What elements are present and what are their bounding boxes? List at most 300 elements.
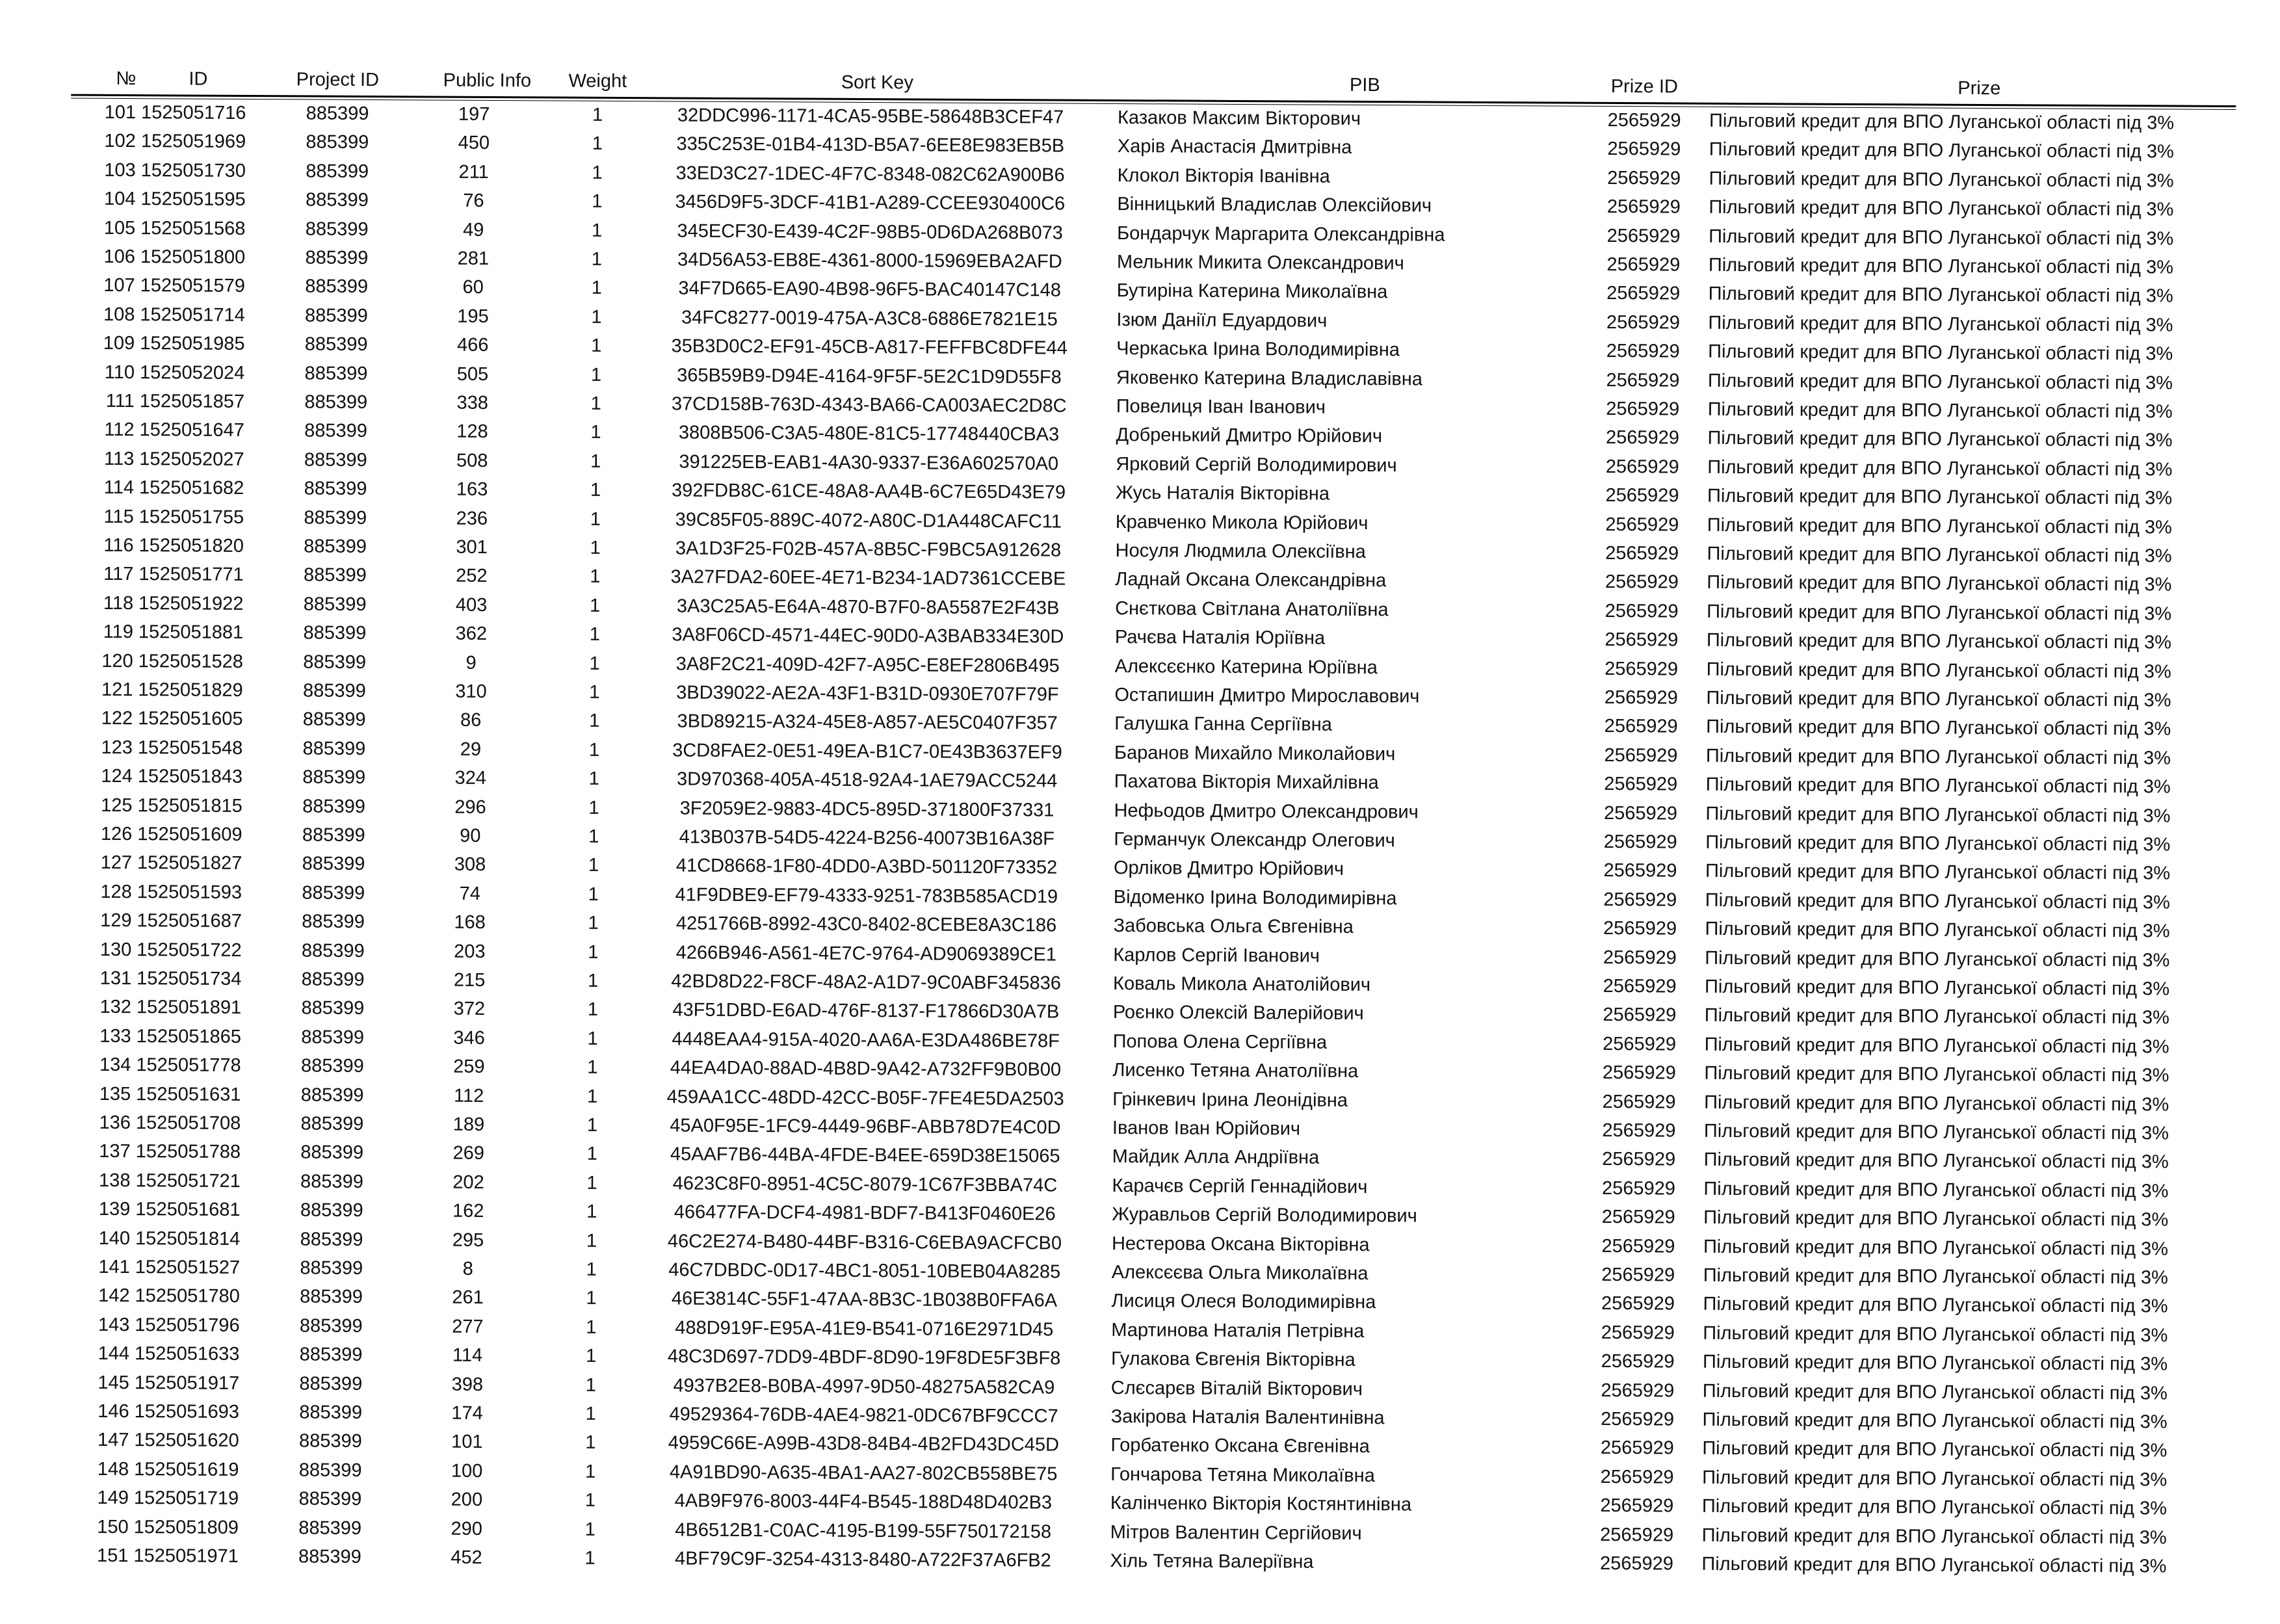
cell-prize: Пільговий кредит для ВПО Луганської області під 3% — [1707, 370, 2173, 394]
cell-no: 143 — [98, 1314, 130, 1335]
cell-no: 149 — [97, 1487, 129, 1509]
cell-public-info: 168 — [454, 911, 486, 934]
cell-prize: Пільговий кредит для ВПО Луганської області під 3% — [1707, 601, 2172, 625]
cell-id: 1525051780 — [135, 1285, 240, 1307]
cell-prize-id: 2565929 — [1603, 831, 1677, 853]
cell-prize: Пільговий кредит для ВПО Луганської області під 3% — [1703, 1236, 2169, 1260]
cell-public-info: 281 — [457, 248, 490, 269]
cell-prize-id: 2565929 — [1606, 341, 1680, 362]
cell-id: 1525051971 — [133, 1545, 239, 1567]
cell-weight: 1 — [590, 364, 602, 386]
cell-weight: 1 — [585, 1403, 596, 1424]
cell-pib: Закірова Наталія Валентинівна — [1110, 1406, 1385, 1429]
cell-id: 1525051681 — [135, 1199, 241, 1221]
cell-no: 148 — [97, 1458, 129, 1480]
cell-pib: Вінницький Владислав Олексійович — [1117, 194, 1432, 216]
cell-no: 151 — [96, 1545, 129, 1567]
cell-project-id: 885399 — [300, 1257, 363, 1279]
cell-id: 1525051891 — [136, 997, 242, 1019]
cell-sort-key: 3BD89215-A324-45E8-A857-AE5C0407F357 — [677, 711, 1058, 734]
cell-prize-id: 2565929 — [1601, 1322, 1675, 1344]
cell-no: 116 — [103, 534, 134, 557]
cell-prize: Пільговий кредит для ВПО Луганської області під 3% — [1702, 1380, 2168, 1404]
cell-no: 115 — [103, 506, 134, 527]
cell-no: 144 — [98, 1343, 130, 1365]
cell-no: 104 — [103, 189, 136, 210]
cell-pib: Попова Олена Сергіївна — [1112, 1030, 1328, 1053]
cell-id: 1525051829 — [138, 679, 243, 701]
cell-sort-key: 33ED3C27-1DEC-4F7C-8348-082C62A900B6 — [675, 163, 1065, 186]
cell-public-info: 189 — [452, 1114, 485, 1135]
cell-sort-key: 345ECF30-E439-4C2F-98B5-0D6DA268B073 — [677, 220, 1063, 244]
cell-project-id: 885399 — [299, 1315, 363, 1337]
cell-id: 1525051814 — [135, 1227, 241, 1250]
cell-prize-id: 2565929 — [1606, 398, 1680, 420]
cell-weight: 1 — [586, 1259, 597, 1280]
cell-public-info: 211 — [458, 161, 489, 183]
cell-weight: 1 — [592, 190, 603, 213]
cell-sort-key: 4A91BD90-A635-4BA1-AA27-802CB558BE75 — [669, 1461, 1058, 1485]
cell-pib: Пахатова Вікторія Михайлівна — [1114, 771, 1379, 794]
cell-id: 1525051827 — [137, 852, 242, 874]
cell-no: 107 — [103, 275, 135, 296]
cell-prize-id: 2565929 — [1602, 1120, 1676, 1142]
cell-pib: Остапишин Дмитро Мирославович — [1114, 684, 1420, 707]
cell-weight: 1 — [589, 595, 601, 616]
cell-weight: 1 — [585, 1374, 597, 1396]
cell-prize: Пільговий кредит для ВПО Луганської області під 3% — [1707, 485, 2173, 509]
cell-pib: Жусь Наталія Вікторівна — [1115, 482, 1330, 504]
cell-weight: 1 — [584, 1489, 596, 1512]
cell-sort-key: 39C85F05-889C-4072-A80C-D1A448CAFC11 — [675, 509, 1062, 532]
cell-sort-key: 34FC8277-0019-475A-A3C8-6886E7821E15 — [681, 307, 1058, 330]
cell-id: 1525051865 — [136, 1025, 242, 1047]
cell-pib: Добренький Дмитро Юрійович — [1116, 425, 1383, 447]
cell-id: 1525051527 — [135, 1257, 241, 1278]
cell-pib: Забовська Ольга Євгенівна — [1113, 915, 1354, 938]
cell-project-id: 885399 — [300, 1171, 363, 1192]
cell-prize-id: 2565929 — [1603, 889, 1677, 911]
cell-project-id: 885399 — [301, 969, 365, 990]
cell-id: 1525051796 — [135, 1314, 240, 1336]
cell-pib: Хіль Тетяна Валеріївна — [1110, 1550, 1314, 1573]
cell-pib: Орліков Дмитро Юрійович — [1113, 858, 1344, 880]
cell-id: 1525051800 — [140, 246, 246, 268]
cell-prize-id: 2565929 — [1602, 1062, 1676, 1084]
cell-prize: Пільговий кредит для ВПО Луганської області під 3% — [1706, 687, 2171, 711]
cell-prize-id: 2565929 — [1601, 1380, 1675, 1402]
cell-prize: Пільговий кредит для ВПО Луганської області під 3% — [1708, 341, 2173, 365]
cell-weight: 1 — [587, 1028, 598, 1049]
cell-id: 1525051755 — [138, 506, 244, 528]
cell-no: 142 — [98, 1285, 130, 1307]
cell-prize-id: 2565929 — [1605, 629, 1679, 651]
cell-prize-id: 2565929 — [1601, 1351, 1675, 1372]
cell-pib: Мартинова Наталія Петрівна — [1111, 1319, 1365, 1342]
cell-public-info: 203 — [454, 941, 486, 962]
cell-sort-key: 488D919F-E95A-41E9-B541-0716E2971D45 — [675, 1317, 1054, 1341]
cell-no: 137 — [99, 1141, 131, 1162]
cell-sort-key: 32DDC996-1171-4CA5-95BE-58648B3CEF47 — [677, 105, 1064, 128]
cell-sort-key: 459AA1CC-48DD-42CC-B05F-7FE4E5DA2503 — [666, 1086, 1064, 1110]
cell-no: 147 — [97, 1430, 129, 1451]
cell-project-id: 885399 — [302, 680, 366, 701]
cell-sort-key: 3A1D3F25-F02B-457A-8B5C-F9BC5A912628 — [675, 538, 1062, 561]
cell-public-info: 308 — [454, 854, 486, 876]
cell-no: 109 — [103, 333, 135, 354]
cell-public-info: 162 — [452, 1200, 484, 1222]
cell-public-info: 261 — [452, 1287, 484, 1309]
cell-public-info: 202 — [452, 1172, 484, 1193]
cell-project-id: 885399 — [298, 1430, 362, 1452]
cell-sort-key: 3D970368-405A-4518-92A4-1AE79ACC5244 — [677, 768, 1058, 792]
cell-public-info: 101 — [451, 1432, 483, 1453]
cell-pib: Повелиця Іван Іванович — [1116, 395, 1326, 418]
cell-pib: Харів Анастасія Дмитрівна — [1117, 136, 1352, 159]
cell-pib: Карлов Сергій Іванович — [1113, 944, 1320, 967]
cell-public-info: 310 — [455, 681, 487, 702]
cell-project-id: 885399 — [300, 1084, 364, 1106]
cell-prize: Пільговий кредит для ВПО Луганської області під 3% — [1703, 1207, 2169, 1231]
cell-public-info: 296 — [454, 796, 486, 818]
cell-id: 1525052024 — [139, 361, 245, 384]
cell-id: 1525051771 — [138, 564, 244, 586]
cell-no: 114 — [103, 477, 135, 499]
cell-project-id: 885399 — [306, 103, 369, 124]
cell-id: 1525051620 — [134, 1430, 239, 1452]
cell-project-id: 885399 — [304, 363, 368, 384]
cell-project-id: 885399 — [306, 131, 369, 153]
cell-pib: Рачєва Наталія Юріївна — [1114, 627, 1326, 649]
header-prize-id: Prize ID — [1610, 75, 1678, 98]
header-no: № — [116, 68, 137, 90]
cell-weight: 1 — [587, 1056, 598, 1079]
cell-id: 1525051778 — [136, 1054, 241, 1077]
cell-project-id: 885399 — [303, 622, 367, 644]
cell-id: 1525051693 — [134, 1401, 240, 1422]
cell-public-info: 215 — [453, 969, 486, 991]
cell-project-id: 885399 — [302, 766, 366, 789]
cell-prize: Пільговий кредит для ВПО Луганської області під 3% — [1709, 139, 2174, 163]
cell-sort-key: 46C7DBDC-0D17-4BC1-8051-10BEB04A8285 — [668, 1259, 1061, 1283]
cell-prize: Пільговий кредит для ВПО Луганської області під 3% — [1704, 1092, 2169, 1116]
cell-public-info: 252 — [456, 566, 488, 587]
cell-weight: 1 — [586, 1144, 597, 1165]
cell-no: 145 — [98, 1372, 129, 1393]
cell-prize-id: 2565929 — [1603, 947, 1677, 969]
cell-sort-key: 413B037B-54D5-4224-B256-40073B16A38F — [679, 826, 1055, 850]
cell-project-id: 885399 — [304, 478, 367, 500]
cell-project-id: 885399 — [302, 882, 365, 904]
cell-prize-id: 2565929 — [1603, 802, 1678, 824]
cell-sort-key: 46E3814C-55F1-47AA-8B3C-1B038B0FFA6A — [671, 1288, 1058, 1311]
cell-weight: 1 — [586, 1114, 598, 1136]
cell-prize: Пільговий кредит для ВПО Луганської області під 3% — [1709, 196, 2174, 220]
cell-project-id: 885399 — [298, 1488, 362, 1510]
cell-project-id: 885399 — [302, 738, 366, 759]
cell-sort-key: 3F2059E2-9883-4DC5-895D-371800F37331 — [679, 798, 1055, 821]
cell-prize-id: 2565929 — [1606, 196, 1681, 218]
cell-sort-key: 34D56A53-EB8E-4361-8000-15969EBA2AFD — [677, 249, 1062, 272]
cell-pib: Нефьодов Дмитро Олександрович — [1114, 800, 1419, 823]
cell-pib: Горбатенко Оксана Євгенівна — [1110, 1435, 1370, 1458]
cell-sort-key: 4BF79C9F-3254-4313-8480-A722F37A6FB2 — [674, 1548, 1051, 1571]
cell-public-info: 90 — [460, 825, 481, 846]
cell-no: 119 — [103, 622, 133, 643]
cell-prize: Пільговий кредит для ВПО Луганської області під 3% — [1704, 1005, 2169, 1028]
cell-id: 1525051714 — [140, 304, 245, 326]
cell-prize-id: 2565929 — [1600, 1495, 1674, 1517]
cell-weight: 1 — [591, 306, 602, 328]
cell-id: 1525051605 — [138, 708, 243, 730]
cell-sort-key: 3A27FDA2-60EE-4E71-B234-1AD7361CCEBE — [670, 566, 1066, 590]
cell-id: 1525051734 — [137, 968, 242, 989]
header-project-id: Project ID — [296, 69, 380, 91]
cell-pib: Черкаська Ірина Володимирівна — [1116, 338, 1400, 361]
cell-id: 1525051881 — [138, 622, 244, 644]
cell-prize: Пільговий кредит для ВПО Луганської області під 3% — [1707, 456, 2173, 480]
cell-weight: 1 — [587, 999, 599, 1021]
cell-project-id: 885399 — [304, 334, 368, 356]
cell-no: 133 — [99, 1025, 131, 1047]
cell-project-id: 885399 — [302, 709, 366, 731]
cell-pib: Роєнко Олексій Валерійович — [1112, 1002, 1364, 1025]
cell-project-id: 885399 — [300, 1113, 364, 1134]
cell-public-info: 200 — [451, 1489, 483, 1511]
cell-weight: 1 — [588, 797, 599, 819]
cell-no: 129 — [100, 910, 132, 932]
cell-project-id: 885399 — [304, 420, 368, 442]
cell-project-id: 885399 — [302, 911, 365, 933]
cell-project-id: 885399 — [305, 189, 369, 211]
cell-id: 1525051528 — [138, 650, 244, 672]
cell-weight: 1 — [588, 768, 599, 790]
cell-weight: 1 — [584, 1547, 596, 1569]
cell-id: 1525051857 — [139, 391, 245, 412]
cell-public-info: 450 — [458, 133, 490, 154]
cell-project-id: 885399 — [299, 1373, 363, 1395]
header-id: ID — [189, 68, 208, 90]
cell-prize-id: 2565929 — [1600, 1437, 1674, 1459]
cell-pib: Слєсарєв Віталій Вікторович — [1110, 1377, 1363, 1400]
cell-no: 126 — [100, 823, 133, 845]
cell-public-info: 128 — [456, 421, 488, 443]
cell-sort-key: 4448EAA4-915A-4020-AA6A-E3DA486BE78F — [672, 1028, 1060, 1052]
cell-pib: Відоменко Ірина Володимирівна — [1113, 886, 1397, 910]
cell-no: 132 — [99, 997, 131, 1018]
cell-weight: 1 — [588, 739, 600, 761]
cell-prize: Пільговий кредит для ВПО Луганської області під 3% — [1705, 976, 2170, 1000]
cell-prize-id: 2565929 — [1606, 369, 1680, 391]
cell-no: 106 — [103, 246, 136, 268]
cell-public-info: 74 — [459, 883, 481, 904]
cell-prize-id: 2565929 — [1602, 1149, 1676, 1170]
cell-no: 118 — [103, 592, 134, 614]
cell-prize-id: 2565929 — [1602, 1091, 1676, 1113]
header-public-info: Public Info — [443, 70, 532, 92]
cell-weight: 1 — [590, 566, 601, 588]
cell-prize-id: 2565929 — [1606, 254, 1681, 276]
cell-prize: Пільговий кредит для ВПО Луганської області під 3% — [1707, 514, 2172, 538]
cell-pib: Нестерова Оксана Вікторівна — [1111, 1233, 1370, 1255]
cell-prize-id: 2565929 — [1603, 918, 1677, 939]
cell-project-id: 885399 — [305, 276, 369, 298]
cell-prize-id: 2565929 — [1603, 1033, 1677, 1055]
cell-no: 108 — [103, 304, 135, 325]
cell-prize-id: 2565929 — [1606, 225, 1681, 247]
cell-weight: 1 — [590, 422, 601, 443]
cell-project-id: 885399 — [298, 1460, 362, 1481]
cell-pib: Яковенко Катерина Владиславівна — [1116, 367, 1423, 390]
cell-no: 146 — [98, 1400, 129, 1422]
cell-weight: 1 — [588, 912, 599, 934]
cell-prize-id: 2565929 — [1605, 456, 1679, 478]
cell-pib: Алексєєнко Катерина Юріївна — [1114, 655, 1378, 678]
cell-pib: Мітров Валентин Сергійович — [1110, 1521, 1362, 1544]
cell-no: 135 — [99, 1083, 131, 1105]
cell-sort-key: 4959C66E-A99B-43D8-84B4-4B2FD43DC45D — [668, 1432, 1060, 1456]
cell-public-info: 112 — [453, 1085, 484, 1107]
cell-public-info: 338 — [456, 392, 489, 413]
cell-public-info: 466 — [456, 334, 489, 356]
cell-project-id: 885399 — [305, 247, 369, 268]
cell-prize: Пільговий кредит для ВПО Луганської області під 3% — [1703, 1264, 2168, 1289]
cell-prize: Пільговий кредит для ВПО Луганської області під 3% — [1704, 1034, 2169, 1058]
cell-weight: 1 — [586, 1201, 597, 1223]
cell-prize-id: 2565929 — [1605, 427, 1680, 449]
cell-sort-key: 41F9DBE9-EF79-4333-9251-783B585ACD19 — [675, 884, 1058, 908]
cell-pib: Баранов Михайло Миколайович — [1114, 742, 1396, 765]
cell-sort-key: 391225EB-EAB1-4A30-9337-E36A602570A0 — [679, 451, 1059, 475]
cell-project-id: 885399 — [303, 564, 367, 586]
cell-pib: Лисенко Тетяна Анатоліївна — [1112, 1060, 1359, 1082]
cell-weight: 1 — [586, 1316, 597, 1338]
cell-no: 101 — [104, 101, 137, 124]
cell-project-id: 885399 — [304, 391, 368, 413]
cell-public-info: 372 — [453, 999, 486, 1020]
header-weight: Weight — [568, 70, 627, 92]
cell-pib: Грінкевич Ірина Леонідівна — [1112, 1088, 1348, 1111]
cell-prize-id: 2565929 — [1605, 485, 1679, 506]
cell-prize: Пільговий кредит для ВПО Луганської області під 3% — [1705, 774, 2171, 798]
cell-pib: Калінченко Вікторія Костянтинівна — [1110, 1493, 1412, 1515]
cell-prize-id: 2565929 — [1604, 687, 1678, 709]
cell-prize: Пільговий кредит для ВПО Луганської області під 3% — [1706, 716, 2171, 740]
cell-pib: Казаков Максим Вікторович — [1117, 107, 1361, 129]
cell-public-info: 236 — [456, 508, 488, 529]
cell-prize: Пільговий кредит для ВПО Луганської області під 3% — [1705, 889, 2170, 913]
header-pib: PIB — [1349, 74, 1380, 96]
cell-weight: 1 — [586, 1172, 597, 1194]
cell-no: 103 — [104, 159, 136, 181]
cell-weight: 1 — [589, 653, 600, 674]
cell-project-id: 885399 — [304, 305, 368, 326]
cell-sort-key: 3BD39022-AE2A-43F1-B31D-0930E707F79F — [676, 682, 1059, 705]
cell-project-id: 885399 — [300, 1229, 363, 1250]
cell-pib: Галушка Ганна Сергіївна — [1114, 713, 1332, 736]
cell-no: 140 — [98, 1227, 131, 1249]
cell-prize: Пільговий кредит для ВПО Луганської області під 3% — [1707, 399, 2173, 423]
cell-id: 1525051609 — [137, 824, 242, 845]
cell-weight: 1 — [589, 711, 600, 732]
cell-pib: Журавльов Сергій Володимирович — [1112, 1204, 1417, 1227]
cell-weight: 1 — [590, 393, 601, 414]
cell-prize-id: 2565929 — [1601, 1293, 1675, 1315]
cell-id: 1525051619 — [134, 1458, 239, 1480]
cell-sort-key: 3808B506-C3A5-480E-81C5-17748440CBA3 — [678, 422, 1060, 445]
cell-prize: Пільговий кредит для ВПО Луганської області під 3% — [1705, 947, 2170, 971]
cell-sort-key: 3CD8FAE2-0E51-49EA-B1C7-0E43B3637EF9 — [672, 740, 1062, 763]
cell-public-info: 277 — [452, 1316, 484, 1337]
cell-prize: Пільговий кредит для ВПО Луганської області під 3% — [1705, 861, 2171, 884]
cell-pib: Іванов Іван Юрійович — [1112, 1117, 1301, 1140]
cell-id: 1525051820 — [138, 535, 244, 557]
cell-sort-key: 49529364-76DB-4AE4-9821-0DC67BF9CCC7 — [669, 1404, 1058, 1427]
cell-id: 1525051788 — [135, 1141, 241, 1163]
cell-id: 1525051969 — [140, 131, 246, 153]
cell-project-id: 885399 — [303, 594, 367, 615]
cell-sort-key: 44EA4DA0-88AD-4B8D-9A42-A732FF9B0B00 — [670, 1057, 1062, 1080]
cell-public-info: 100 — [451, 1460, 483, 1482]
cell-weight: 1 — [584, 1519, 596, 1540]
cell-prize-id: 2565929 — [1605, 571, 1679, 593]
cell-project-id: 885399 — [303, 651, 367, 673]
cell-no: 117 — [103, 564, 134, 585]
cell-weight: 1 — [591, 220, 603, 241]
cell-public-info: 452 — [451, 1547, 482, 1568]
cell-sort-key: 3456D9F5-3DCF-41B1-A289-CCEE930400C6 — [675, 191, 1066, 215]
cell-project-id: 885399 — [304, 536, 367, 557]
cell-weight: 1 — [588, 884, 599, 905]
cell-project-id: 885399 — [304, 507, 367, 529]
cell-project-id: 885399 — [299, 1344, 363, 1366]
cell-no: 105 — [103, 217, 136, 239]
cell-prize: Пільговий кредит для ВПО Луганської області під 3% — [1701, 1553, 2167, 1577]
cell-pib: Ладнай Оксана Олександрівна — [1115, 569, 1387, 592]
cell-prize-id: 2565929 — [1603, 860, 1677, 882]
cell-no: 111 — [105, 390, 135, 412]
cell-weight: 1 — [591, 248, 603, 270]
cell-prize: Пільговий кредит для ВПО Луганської області під 3% — [1702, 1467, 2168, 1491]
cell-public-info: 295 — [452, 1229, 484, 1251]
cell-prize: Пільговий кредит для ВПО Луганської області під 3% — [1704, 1062, 2169, 1086]
cell-prize: Пільговий кредит для ВПО Луганської області під 3% — [1703, 1178, 2169, 1202]
cell-id: 1525051809 — [133, 1516, 239, 1538]
cell-prize: Пільговий кредит для ВПО Луганської області під 3% — [1708, 283, 2173, 307]
cell-weight: 1 — [588, 826, 599, 847]
cell-id: 1525051595 — [140, 189, 246, 211]
cell-public-info: 114 — [452, 1344, 483, 1367]
cell-project-id: 885399 — [300, 1142, 364, 1164]
cell-prize-id: 2565929 — [1607, 109, 1681, 131]
cell-pib: Германчук Олександр Олегович — [1114, 828, 1395, 852]
cell-pib: Мельник Микита Олександрович — [1116, 252, 1404, 274]
cell-sort-key: 466477FA-DCF4-4981-BDF7-B413F0460E26 — [674, 1201, 1056, 1225]
cell-prize-id: 2565929 — [1603, 975, 1677, 997]
cell-weight: 1 — [590, 479, 601, 501]
cell-id: 1525051917 — [134, 1372, 240, 1394]
cell-sort-key: 42BD8D22-F8CF-48A2-A1D7-9C0ABF345836 — [671, 971, 1061, 994]
cell-prize: Пільговий кредит для ВПО Луганської області під 3% — [1705, 918, 2170, 942]
cell-sort-key: 3A3C25A5-E64A-4870-B7F0-8A5587E2F43B — [676, 596, 1060, 619]
cell-project-id: 885399 — [301, 940, 365, 962]
cell-no: 124 — [101, 766, 133, 787]
cell-sort-key: 45AAF7B6-44BA-4FDE-B4EE-659D38E15065 — [670, 1144, 1060, 1167]
cell-sort-key: 4251766B-8992-43C0-8402-8CEBE8A3C186 — [675, 913, 1057, 936]
cell-prize-id: 2565929 — [1601, 1235, 1675, 1257]
cell-id: 1525051548 — [137, 737, 243, 759]
cell-sort-key: 46C2E274-B480-44BF-B316-C6EBA9ACFCB0 — [667, 1230, 1062, 1254]
